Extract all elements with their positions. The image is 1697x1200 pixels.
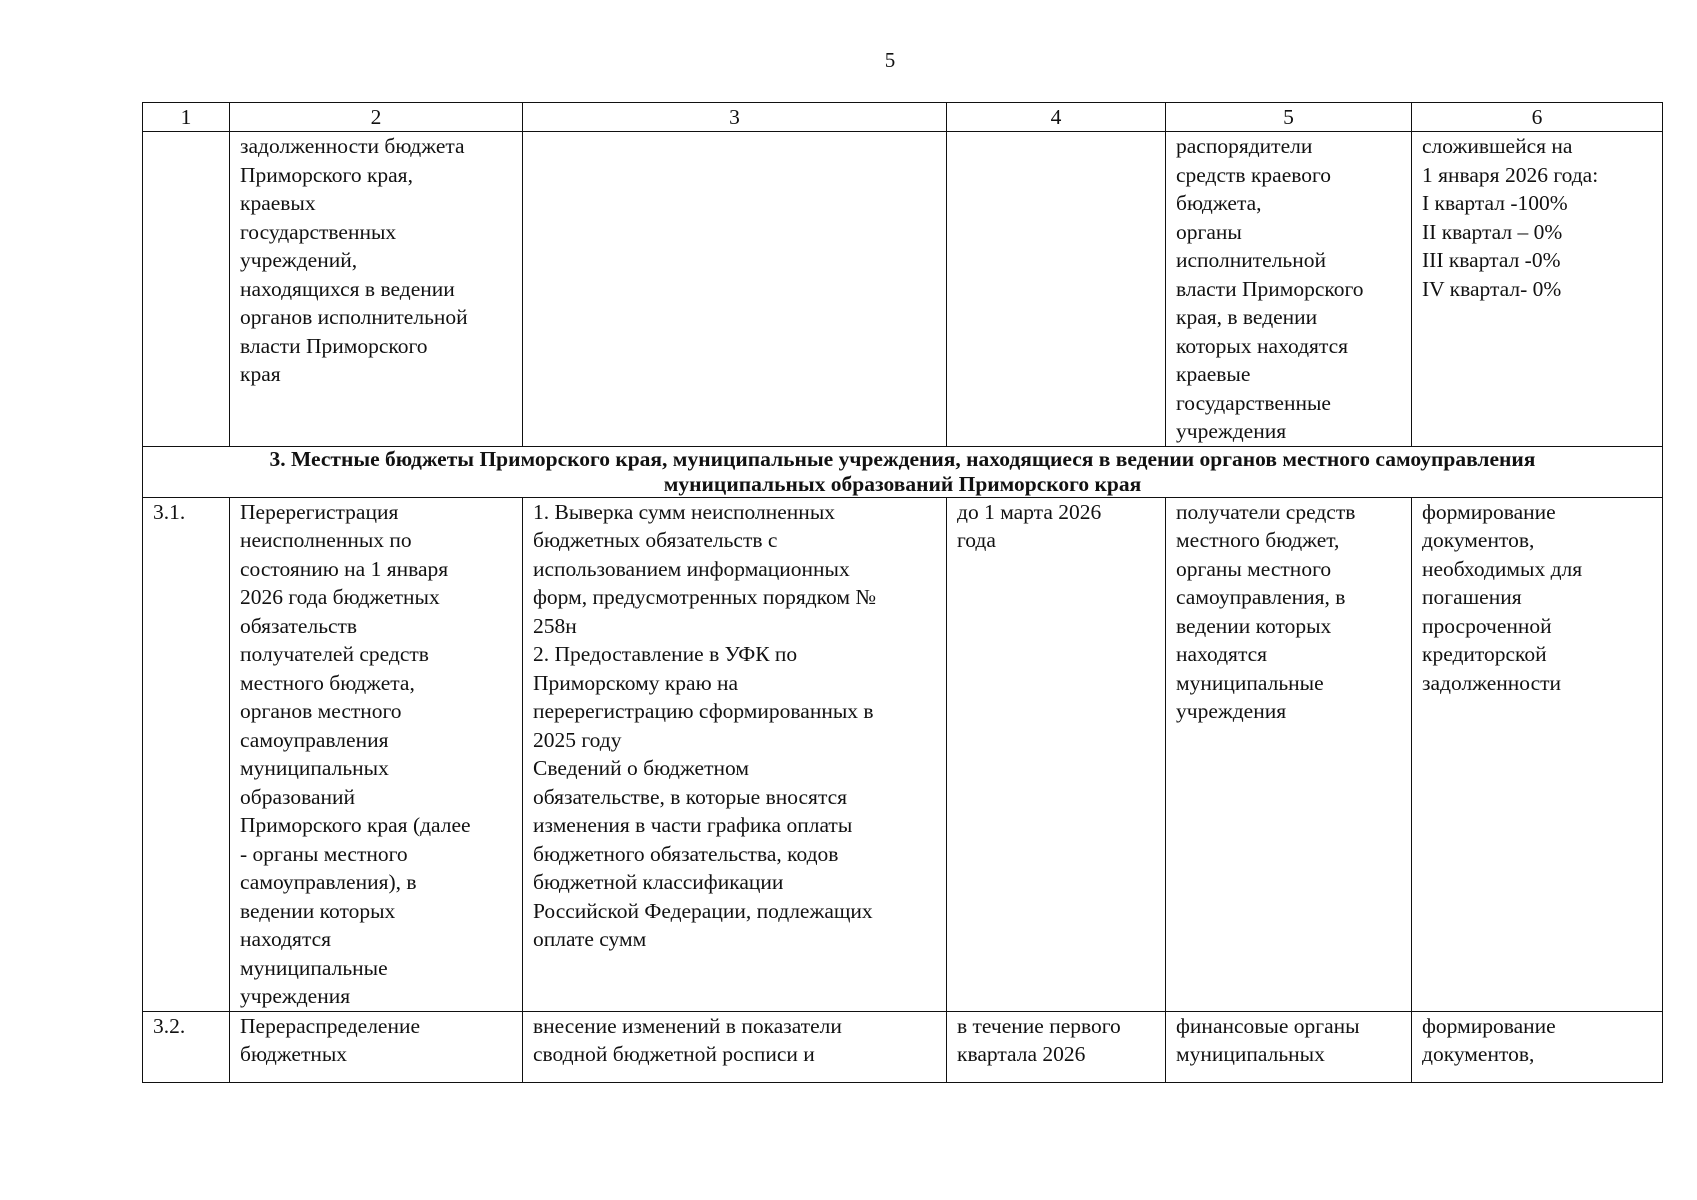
- text-line: до 1 марта 2026: [957, 499, 1102, 524]
- cell-actions: [523, 132, 947, 447]
- text-line: образований: [240, 784, 356, 809]
- table-row-3-1: [143, 497, 1663, 1011]
- cell-text: [1176, 1012, 1403, 1069]
- text-line: органов местного: [240, 699, 402, 723]
- text-line: Перерегистрация: [240, 499, 399, 524]
- section-header-row: [143, 446, 1663, 497]
- cell-deadline: [947, 1011, 1166, 1082]
- cell-result: [1412, 1011, 1663, 1082]
- cell-text: [957, 1012, 1157, 1069]
- cell-text: [240, 1012, 514, 1069]
- text-line: бюджетной классификации: [533, 870, 784, 894]
- text-line: погашения: [1422, 585, 1522, 609]
- text-line: финансовые органы: [1176, 1013, 1360, 1038]
- text-line: задолженности: [1422, 670, 1562, 695]
- text-line: самоуправления), в: [240, 870, 417, 894]
- text-line: муниципальные: [1176, 670, 1324, 695]
- text-line: сводной бюджетной росписи и: [533, 1042, 815, 1066]
- text-line: муниципальных: [1176, 1042, 1325, 1066]
- text-line: неисполненных по: [240, 528, 412, 552]
- table-row-continuation: [143, 132, 1663, 447]
- cell-deadline: [947, 132, 1166, 447]
- header-col-4: 4: [947, 103, 1166, 132]
- cell-number: 3.1.: [143, 497, 230, 1011]
- text-line: необходимых для: [1422, 556, 1583, 581]
- text-line: учреждений,: [240, 248, 358, 272]
- cell-text: [957, 498, 1157, 555]
- text-line: Российской Федерации, подлежащих: [533, 898, 873, 923]
- text-line: учреждения: [1176, 419, 1287, 443]
- text-line: форм, предусмотренных порядком №: [533, 585, 876, 609]
- text-line: 2. Предоставление в УФК по: [533, 642, 798, 666]
- cell-text: [533, 1012, 938, 1069]
- cell-measure: [230, 1011, 523, 1082]
- text-line: исполнительной: [1176, 248, 1326, 272]
- text-line: документов,: [1422, 1042, 1535, 1066]
- text-line: самоуправления: [240, 727, 389, 752]
- section-3-title: [143, 446, 1663, 497]
- text-line: использованием информационных: [533, 556, 850, 581]
- text-line: бюджетных обязательств с: [533, 528, 778, 552]
- text-line: муниципальных: [240, 756, 389, 780]
- cell-measure: [230, 497, 523, 1011]
- text-line: находятся: [240, 927, 332, 951]
- text-line: органы: [1176, 219, 1242, 244]
- table-row-3-2: [143, 1011, 1663, 1082]
- cell-text: [1176, 498, 1403, 726]
- header-col-2: 2: [230, 103, 523, 132]
- header-col-6: 6: [1412, 103, 1663, 132]
- text-line: Сведений о бюджетном: [533, 756, 749, 780]
- plan-table: [142, 102, 1663, 1083]
- text-line: обязательств: [240, 613, 358, 638]
- text-line: получателей средств: [240, 642, 429, 666]
- cell-text: [240, 498, 514, 1011]
- text-line: власти Приморского: [240, 333, 428, 358]
- cell-text: [1422, 132, 1654, 303]
- text-line: документов,: [1422, 528, 1535, 552]
- cell-deadline: [947, 497, 1166, 1011]
- cell-number: 3.2.: [143, 1011, 230, 1082]
- text-line: обязательстве, в которые вносятся: [533, 784, 848, 809]
- text-line: I квартал -100%: [1422, 191, 1568, 215]
- text-line: формирование: [1422, 499, 1556, 524]
- text-line: государственных: [240, 219, 397, 244]
- text-line: получатели средств: [1176, 499, 1356, 524]
- cell-result: [1412, 497, 1663, 1011]
- cell-number: [143, 132, 230, 447]
- text-line: 1 января 2026 года:: [1422, 162, 1599, 187]
- text-line: краевых: [240, 191, 316, 215]
- text-line: Перераспределение: [240, 1013, 421, 1038]
- text-line: Приморского края (далее: [240, 813, 471, 837]
- text-line: 3. Местные бюджеты Приморского края, муниципальные учреждения, находящиеся в ведении органов местного самоуправления: [269, 446, 1536, 471]
- text-line: муниципальные: [240, 955, 388, 980]
- text-line: оплате сумм: [533, 927, 647, 951]
- text-line: задолженности бюджета: [240, 134, 465, 158]
- text-line: края, в ведении: [1176, 305, 1318, 329]
- text-line: находящихся в ведении: [240, 276, 455, 301]
- section-title-text: [147, 447, 1658, 497]
- text-line: года: [957, 528, 996, 552]
- text-line: перерегистрацию сформированных в: [533, 699, 874, 723]
- text-line: органов исполнительной: [240, 305, 468, 329]
- cell-actions: [523, 1011, 947, 1082]
- header-col-5: 5: [1166, 103, 1412, 132]
- text-line: ведении которых: [1176, 613, 1332, 638]
- page-number: 5: [884, 48, 896, 72]
- text-line: края: [240, 362, 281, 386]
- text-line: власти Приморского: [1176, 276, 1364, 301]
- cell-result: [1412, 132, 1663, 447]
- text-line: местного бюджета,: [240, 670, 415, 695]
- text-line: ведении которых: [240, 898, 396, 923]
- cell-text: [240, 132, 514, 389]
- header-col-3: 3: [523, 103, 947, 132]
- cell-measure: [230, 132, 523, 447]
- cell-text: [1422, 498, 1654, 698]
- text-line: внесение изменений в показатели: [533, 1013, 842, 1038]
- cell-text: [1176, 132, 1403, 446]
- text-line: находятся: [1176, 642, 1268, 666]
- text-line: Приморскому краю на: [533, 670, 739, 695]
- text-line: II квартал – 0%: [1422, 219, 1563, 244]
- cell-text: [533, 498, 938, 954]
- cell-responsible: [1166, 497, 1412, 1011]
- text-line: распорядители: [1176, 134, 1313, 158]
- text-line: муниципальных образований Приморского края: [663, 471, 1142, 496]
- text-line: бюджетных: [240, 1042, 348, 1066]
- text-line: IV квартал- 0%: [1422, 276, 1562, 301]
- table-header-row: [143, 103, 1663, 132]
- text-line: III квартал -0%: [1422, 248, 1561, 272]
- text-line: изменения в части графика оплаты: [533, 813, 853, 837]
- text-line: 258н: [533, 613, 577, 638]
- header-col-1: 1: [143, 103, 230, 132]
- text-line: краевые: [1176, 362, 1251, 386]
- text-line: самоуправления, в: [1176, 585, 1346, 609]
- text-line: бюджета,: [1176, 191, 1262, 215]
- text-line: 2025 году: [533, 727, 622, 752]
- text-line: кредиторской: [1422, 642, 1547, 666]
- cell-responsible: [1166, 1011, 1412, 1082]
- text-line: в течение первого: [957, 1013, 1121, 1038]
- text-line: Приморского края,: [240, 162, 413, 187]
- text-line: учреждения: [240, 984, 351, 1008]
- text-line: состоянию на 1 января: [240, 556, 449, 581]
- text-line: бюджетного обязательства, кодов: [533, 841, 839, 866]
- text-line: местного бюджет,: [1176, 528, 1340, 552]
- text-line: - органы местного: [240, 841, 408, 866]
- text-line: сложившейся на: [1422, 134, 1573, 158]
- text-line: которых находятся: [1176, 333, 1349, 358]
- text-line: учреждения: [1176, 699, 1287, 723]
- text-line: квартала 2026: [957, 1042, 1086, 1066]
- text-line: 2026 года бюджетных: [240, 585, 440, 609]
- text-line: 1. Выверка сумм неисполненных: [533, 499, 836, 524]
- text-line: государственные: [1176, 390, 1331, 415]
- cell-actions: [523, 497, 947, 1011]
- text-line: органы местного: [1176, 556, 1332, 581]
- text-line: просроченной: [1422, 613, 1552, 638]
- text-line: средств краевого: [1176, 162, 1332, 187]
- cell-responsible: [1166, 132, 1412, 447]
- cell-text: [1422, 1012, 1654, 1069]
- text-line: формирование: [1422, 1013, 1556, 1038]
